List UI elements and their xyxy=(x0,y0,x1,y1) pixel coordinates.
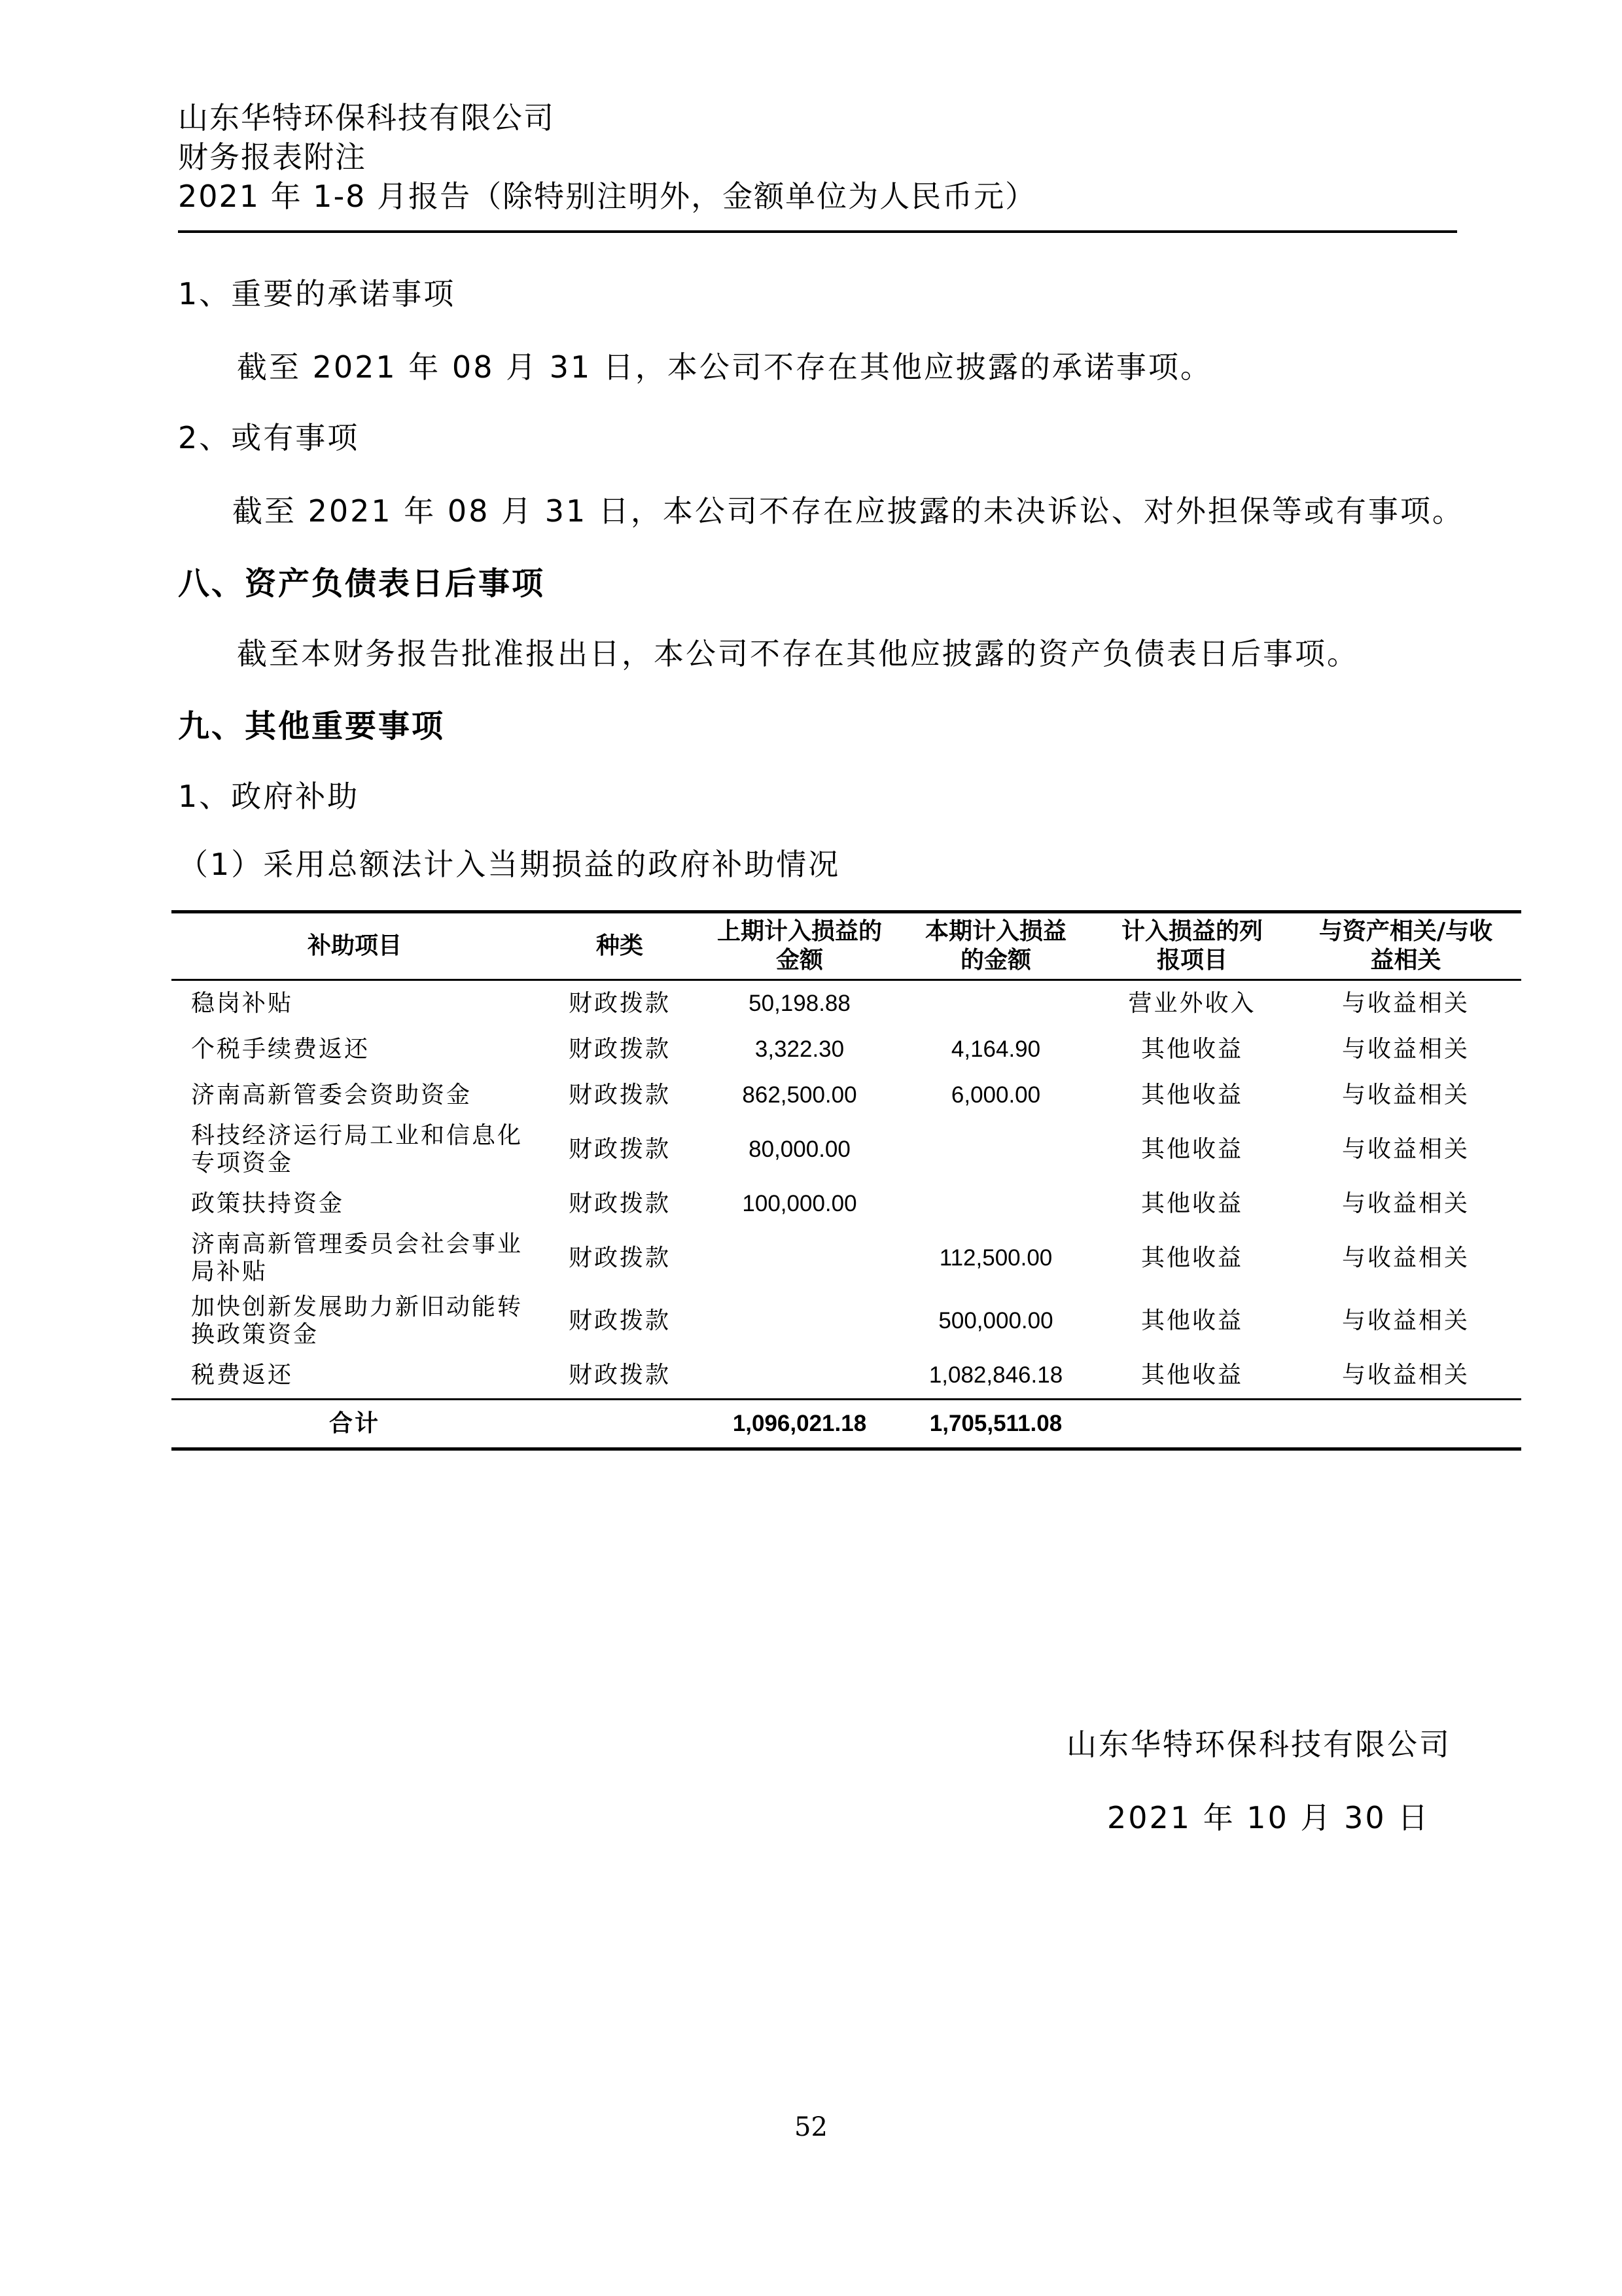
cell-curr-amount: 112,500.00 xyxy=(939,1245,1053,1271)
table-row xyxy=(171,1181,1521,1227)
cell-curr-amount xyxy=(898,1181,1094,1227)
table-row xyxy=(171,1227,1521,1290)
cell-curr-amount xyxy=(898,980,1094,1027)
cell-line-item: 其他收益 xyxy=(1140,1190,1243,1217)
cell-relation: 与收益相关 xyxy=(1341,990,1470,1017)
total-curr-amount: 1,705,511.08 xyxy=(898,1400,1094,1449)
col-header-type: 种类 xyxy=(538,912,701,980)
cell-line-item: 其他收益 xyxy=(1140,1362,1243,1388)
cell-item: 稳岗补贴 xyxy=(191,990,294,1017)
post-balance-heading: 八、资产负债表日后事项 xyxy=(178,565,546,602)
cell-curr-amount: 4,164.90 xyxy=(951,1036,1041,1062)
header-divider xyxy=(178,230,1457,233)
cell-line-item: 营业外收入 xyxy=(1128,990,1256,1017)
cell-item: 政策扶持资金 xyxy=(191,1190,345,1217)
col-header-prev-amount: 上期计入损益的 金额 xyxy=(701,912,898,980)
cell-type: 财政拨款 xyxy=(568,1362,671,1388)
total-prev-amount: 1,096,021.18 xyxy=(701,1400,898,1449)
cell-type: 财政拨款 xyxy=(568,1190,671,1217)
col-header-line-item: 计入损益的列 报项目 xyxy=(1094,912,1290,980)
cell-line-item: 其他收益 xyxy=(1140,1136,1243,1163)
cell-curr-amount: 500,000.00 xyxy=(938,1308,1053,1333)
cell-curr-amount xyxy=(898,1118,1094,1181)
cell-item: 济南高新管委会资助资金 xyxy=(191,1082,472,1108)
other-matters-heading: 九、其他重要事项 xyxy=(178,708,446,745)
cell-prev-amount: 862,500.00 xyxy=(742,1082,857,1108)
cell-prev-amount xyxy=(701,1227,898,1290)
contingencies-heading: 2、或有事项 xyxy=(178,420,360,455)
page-number: 52 xyxy=(794,2112,828,2142)
cell-relation: 与收益相关 xyxy=(1341,1036,1470,1063)
table-row xyxy=(171,1290,1521,1352)
cell-relation: 与收益相关 xyxy=(1341,1362,1470,1388)
subsidy-sub-heading: （1）采用总额法计入当期损益的政府补助情况 xyxy=(178,847,841,882)
cell-item: 个税手续费返还 xyxy=(191,1036,370,1063)
cell-item: 科技经济运行局工业和信息化 专项资金 xyxy=(191,1122,523,1176)
cell-type: 财政拨款 xyxy=(568,1136,671,1163)
cell-type: 财政拨款 xyxy=(568,1036,671,1063)
page-header xyxy=(178,98,1457,216)
col-header-curr-amount: 本期计入损益 的金额 xyxy=(898,912,1094,980)
cell-item: 加快创新发展助力新旧动能转 换政策资金 xyxy=(191,1294,523,1348)
cell-line-item: 其他收益 xyxy=(1140,1307,1243,1334)
signature-date: 2021 年 10 月 30 日 xyxy=(1107,1800,1430,1835)
col-header-item: 补助项目 xyxy=(171,912,538,980)
cell-line-item: 其他收益 xyxy=(1140,1082,1243,1108)
cell-prev-amount xyxy=(701,1290,898,1352)
total-relation-empty xyxy=(1290,1400,1521,1449)
cell-line-item: 其他收益 xyxy=(1140,1036,1243,1063)
header-company: 山东华特环保科技有限公司 xyxy=(178,100,555,135)
table-row xyxy=(171,1027,1521,1072)
header-doc-title: 财务报表附注 xyxy=(178,139,366,175)
cell-curr-amount: 1,082,846.18 xyxy=(928,1362,1063,1388)
government-subsidy-table xyxy=(171,910,1521,1451)
cell-prev-amount: 100,000.00 xyxy=(742,1191,857,1216)
table-row xyxy=(171,1072,1521,1118)
table-row xyxy=(171,1352,1521,1400)
cell-relation: 与收益相关 xyxy=(1341,1190,1470,1217)
contingencies-text: 截至 2021 年 08 月 31 日，本公司不存在应披露的未决诉讼、对外担保等或有事项。 xyxy=(232,493,1464,529)
total-type-empty xyxy=(538,1400,701,1449)
post-balance-text: 截至本财务报告批准报出日，本公司不存在其他应披露的资产负债表日后事项。 xyxy=(237,636,1359,671)
cell-prev-amount: 50,198.88 xyxy=(749,991,851,1016)
cell-line-item: 其他收益 xyxy=(1140,1245,1243,1271)
table-total-row xyxy=(171,1400,1521,1449)
cell-type: 财政拨款 xyxy=(568,1307,671,1334)
cell-prev-amount: 80,000.00 xyxy=(749,1137,851,1162)
commitments-heading: 1、重要的承诺事项 xyxy=(178,276,456,311)
subsidy-heading: 1、政府补助 xyxy=(178,779,360,814)
total-label: 合计 xyxy=(171,1400,538,1449)
cell-item: 税费返还 xyxy=(191,1362,294,1388)
signature-company: 山东华特环保科技有限公司 xyxy=(1067,1727,1451,1762)
table-row xyxy=(171,980,1521,1027)
table-header-row xyxy=(171,912,1521,980)
cell-type: 财政拨款 xyxy=(568,1082,671,1108)
cell-prev-amount: 3,322.30 xyxy=(754,1036,845,1062)
cell-relation: 与收益相关 xyxy=(1341,1136,1470,1163)
cell-curr-amount: 6,000.00 xyxy=(951,1082,1041,1108)
cell-relation: 与收益相关 xyxy=(1341,1307,1470,1334)
cell-prev-amount xyxy=(701,1352,898,1400)
table-row xyxy=(171,1118,1521,1181)
col-header-relation: 与资产相关/与收 益相关 xyxy=(1290,912,1521,980)
cell-relation: 与收益相关 xyxy=(1341,1082,1470,1108)
total-line-item-empty xyxy=(1094,1400,1290,1449)
cell-type: 财政拨款 xyxy=(568,1245,671,1271)
header-period: 2021 年 1-8 月报告（除特别注明外，金额单位为人民币元） xyxy=(178,179,1037,214)
cell-relation: 与收益相关 xyxy=(1341,1245,1470,1271)
cell-type: 财政拨款 xyxy=(568,990,671,1017)
commitments-text: 截至 2021 年 08 月 31 日，本公司不存在其他应披露的承诺事项。 xyxy=(237,349,1212,385)
cell-item: 济南高新管理委员会社会事业 局补贴 xyxy=(191,1231,523,1285)
